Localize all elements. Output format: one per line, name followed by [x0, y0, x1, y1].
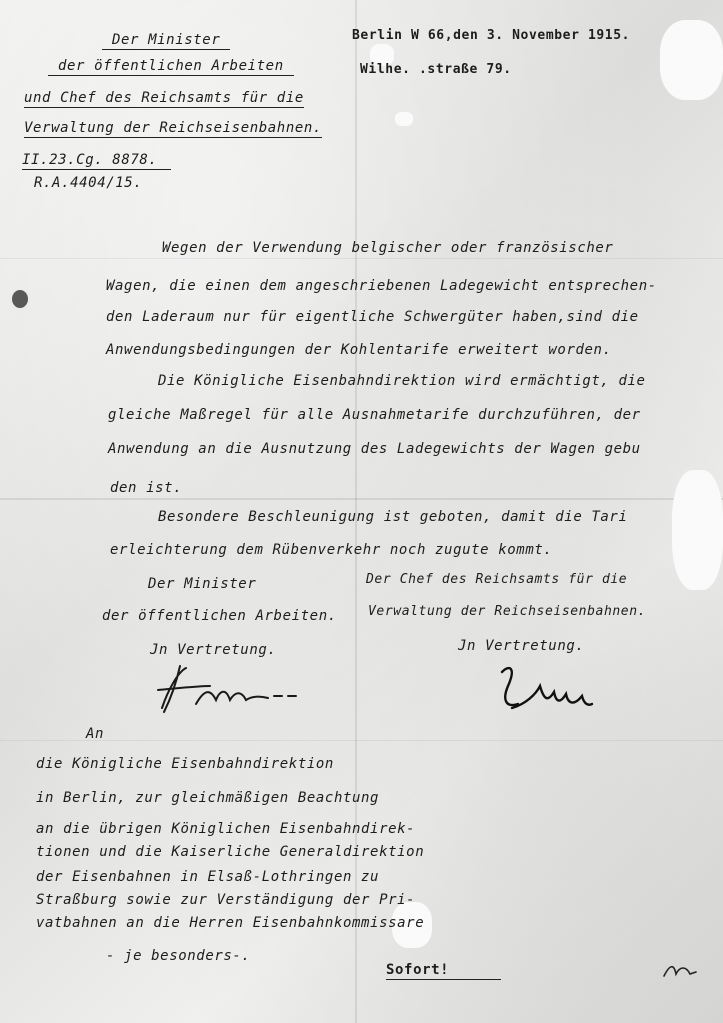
recipient-line: an die übrigen Königlichen Eisenbahndirek-	[36, 821, 416, 837]
letterhead-line-1: Der Minister	[102, 32, 230, 50]
recipient-line: vatbahnen an die Herren Eisenbahnkommissare	[36, 915, 425, 931]
letterhead-line-4: Verwaltung der Reichseisenbahnen.	[24, 120, 322, 136]
recipient-closing: - je besonders-.	[106, 948, 251, 964]
body-line: Anwendung an die Ausnutzung des Ladegewichts der Wagen gebu	[108, 441, 641, 457]
body-line: den Laderaum nur für eigentliche Schwergüter haben,sind die	[106, 309, 639, 325]
paper-damage	[672, 470, 723, 590]
paper-crease	[0, 498, 723, 500]
proxy-left: Jn Vertretung.	[150, 642, 277, 658]
urgent-note: Sofort!	[386, 962, 501, 980]
letterhead-line-2: der öffentlichen Arbeiten	[48, 58, 294, 76]
initials-mark	[660, 958, 700, 982]
reference-number-1: II.23.Cg. 8878.	[22, 152, 171, 170]
paper-damage	[395, 112, 413, 126]
signature-left	[150, 660, 310, 720]
paper-crease	[0, 258, 723, 259]
body-line: Besondere Beschleunigung ist geboten, damit die Tari	[158, 509, 628, 525]
ink-blot	[12, 290, 28, 308]
recipient-line: die Königliche Eisenbahndirektion	[36, 756, 334, 772]
reference-number-2: R.A.4404/15.	[34, 175, 143, 191]
body-line: Wagen, die einen dem angeschriebenen Ladegewicht entsprechen-	[106, 278, 657, 294]
recipient-line: in Berlin, zur gleichmäßigen Beachtung	[36, 790, 380, 806]
place-date-line-1: Berlin W 66,den 3. November 1915.	[352, 28, 631, 43]
signature-right	[496, 660, 596, 720]
signatory-right-line-2: Verwaltung der Reichseisenbahnen.	[368, 604, 647, 619]
body-line: Wegen der Verwendung belgischer oder französischer	[162, 240, 614, 256]
recipient-line: Straßburg sowie zur Verständigung der Pri-	[36, 892, 416, 908]
recipient-line: tionen und die Kaiserliche Generaldirektion	[36, 844, 425, 860]
paper-crease	[0, 740, 723, 741]
paper-damage	[660, 20, 723, 100]
signatory-left-line-1: Der Minister	[148, 576, 257, 592]
place-date-line-2: Wilhe. .straße 79.	[360, 62, 512, 77]
body-line: Die Königliche Eisenbahndirektion wird ermächtigt, die	[158, 373, 646, 389]
body-line: Anwendungsbedingungen der Kohlentarife erweitert worden.	[106, 342, 612, 358]
signatory-right-line-1: Der Chef des Reichsamts für die	[366, 572, 628, 587]
body-line: gleiche Maßregel für alle Ausnahmetarife durchzuführen, der	[108, 407, 641, 423]
recipient-an: An	[86, 726, 105, 742]
recipient-line: der Eisenbahnen in Elsaß-Lothringen zu	[36, 869, 380, 885]
letterhead-line-3: und Chef des Reichsamts für die	[24, 90, 304, 106]
proxy-right: Jn Vertretung.	[458, 638, 585, 654]
body-line: erleichterung dem Rübenverkehr noch zugute kommt.	[110, 542, 553, 558]
signatory-left-line-2: der öffentlichen Arbeiten.	[102, 608, 337, 624]
body-line: den ist.	[110, 480, 183, 496]
